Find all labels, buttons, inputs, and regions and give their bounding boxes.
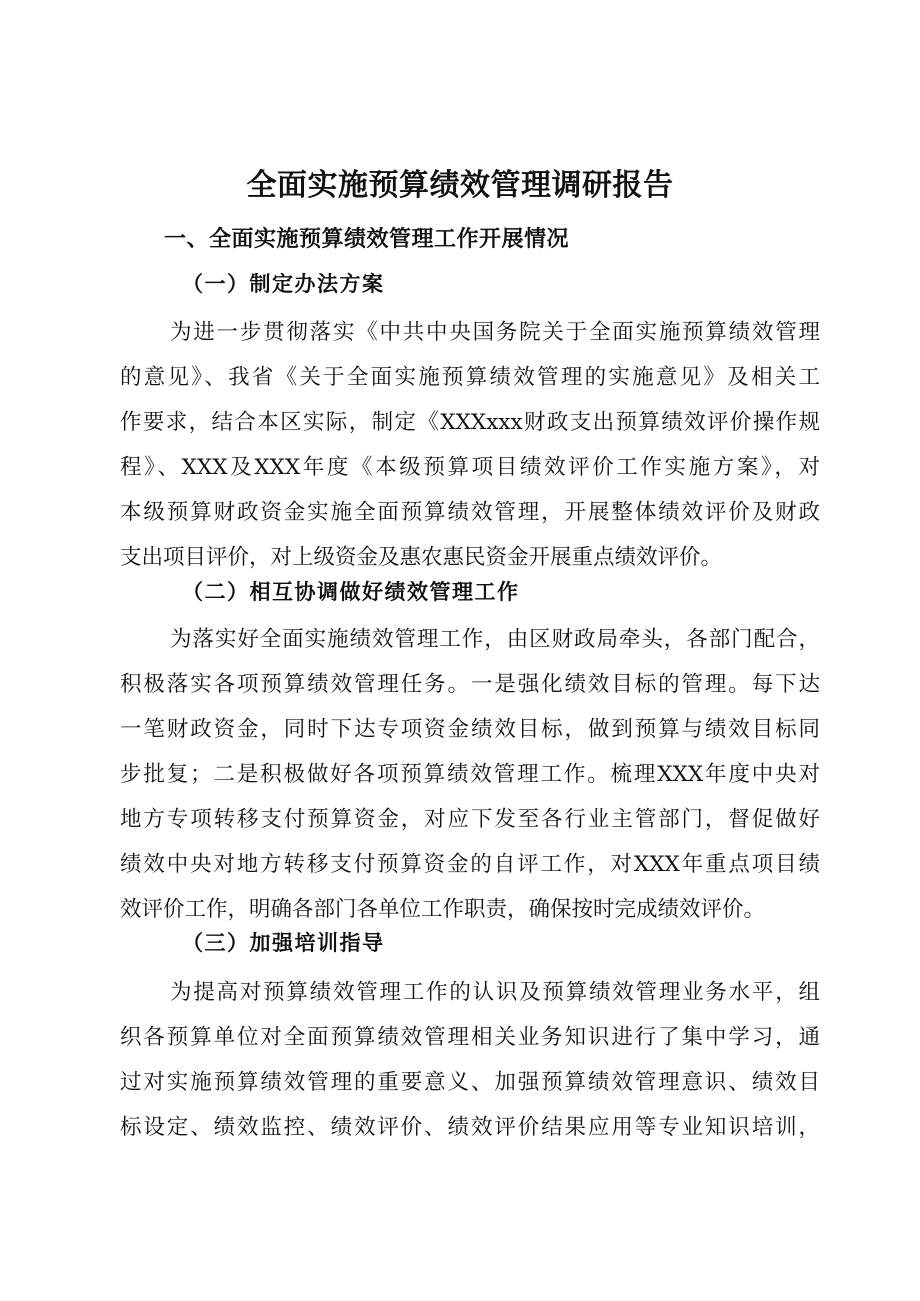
paragraph-line: 过对实施预算绩效管理的重要意义、加强预算绩效管理意识、绩效目 <box>120 1070 820 1095</box>
paragraph-line: 效评价工作，明确各部门各单位工作职责，确保按时完成绩效评价。 <box>120 897 766 922</box>
paragraph-line: 为进一步贯彻落实《中共中央国务院关于全面实施预算绩效管理 <box>170 320 820 345</box>
subsection-heading-1: （一）制定办法方案 <box>182 272 385 296</box>
paragraph-line: 本级预算财政资金实施全面预算绩效管理，开展整体绩效评价及财政 <box>120 500 820 525</box>
paragraph-line: 为提高对预算绩效管理工作的认识及预算绩效管理业务水平，组 <box>170 980 820 1005</box>
paragraph-line: 为落实好全面实施绩效管理工作，由区财政局牵头，各部门配合， <box>170 627 820 652</box>
paragraph-line: 地方专项转移支付预算资金，对应下发至各行业主管部门，督促做好 <box>120 807 820 832</box>
paragraph-line: 积极落实各项预算绩效管理任务。一是强化绩效目标的管理。每下达 <box>120 672 820 697</box>
paragraph-line: 程》、XXX及XXX年度《本级预算项目绩效评价工作实施方案》，对 <box>120 455 820 480</box>
paragraph-line: 的意见》、我省《关于全面实施预算绩效管理的实施意见》及相关工 <box>120 365 820 390</box>
paragraph-2 <box>120 617 820 932</box>
subsection-heading-3: （三）加强培训指导 <box>182 931 385 955</box>
paragraph-line: 一笔财政资金，同时下达专项资金绩效目标，做到预算与绩效目标同 <box>120 717 820 742</box>
paragraph-line: 支出项目评价，对上级资金及惠农惠民资金开展重点绩效评价。 <box>120 545 723 570</box>
paragraph-line: 织各预算单位对全面预算绩效管理相关业务知识进行了集中学习，通 <box>120 1025 820 1050</box>
section-heading-1: 一、全面实施预算绩效管理工作开展情况 <box>164 227 570 252</box>
paragraph-line: 绩效中央对地方转移支付预算资金的自评工作，对XXX年重点项目绩 <box>120 852 820 877</box>
paragraph-line: 作要求，结合本区实际，制定《XXXxxx财政支出预算绩效评价操作规 <box>120 410 820 435</box>
document-title: 全面实施预算绩效管理调研报告 <box>246 168 674 203</box>
paragraph-1 <box>120 310 820 580</box>
paragraph-3 <box>120 970 820 1150</box>
paragraph-line: 标设定、绩效监控、绩效评价、绩效评价结果应用等专业知识培训， <box>120 1115 820 1140</box>
subsection-heading-2: （二）相互协调做好绩效管理工作 <box>182 580 520 604</box>
paragraph-line: 步批复；二是积极做好各项预算绩效管理工作。梳理XXX年度中央对 <box>120 762 820 787</box>
